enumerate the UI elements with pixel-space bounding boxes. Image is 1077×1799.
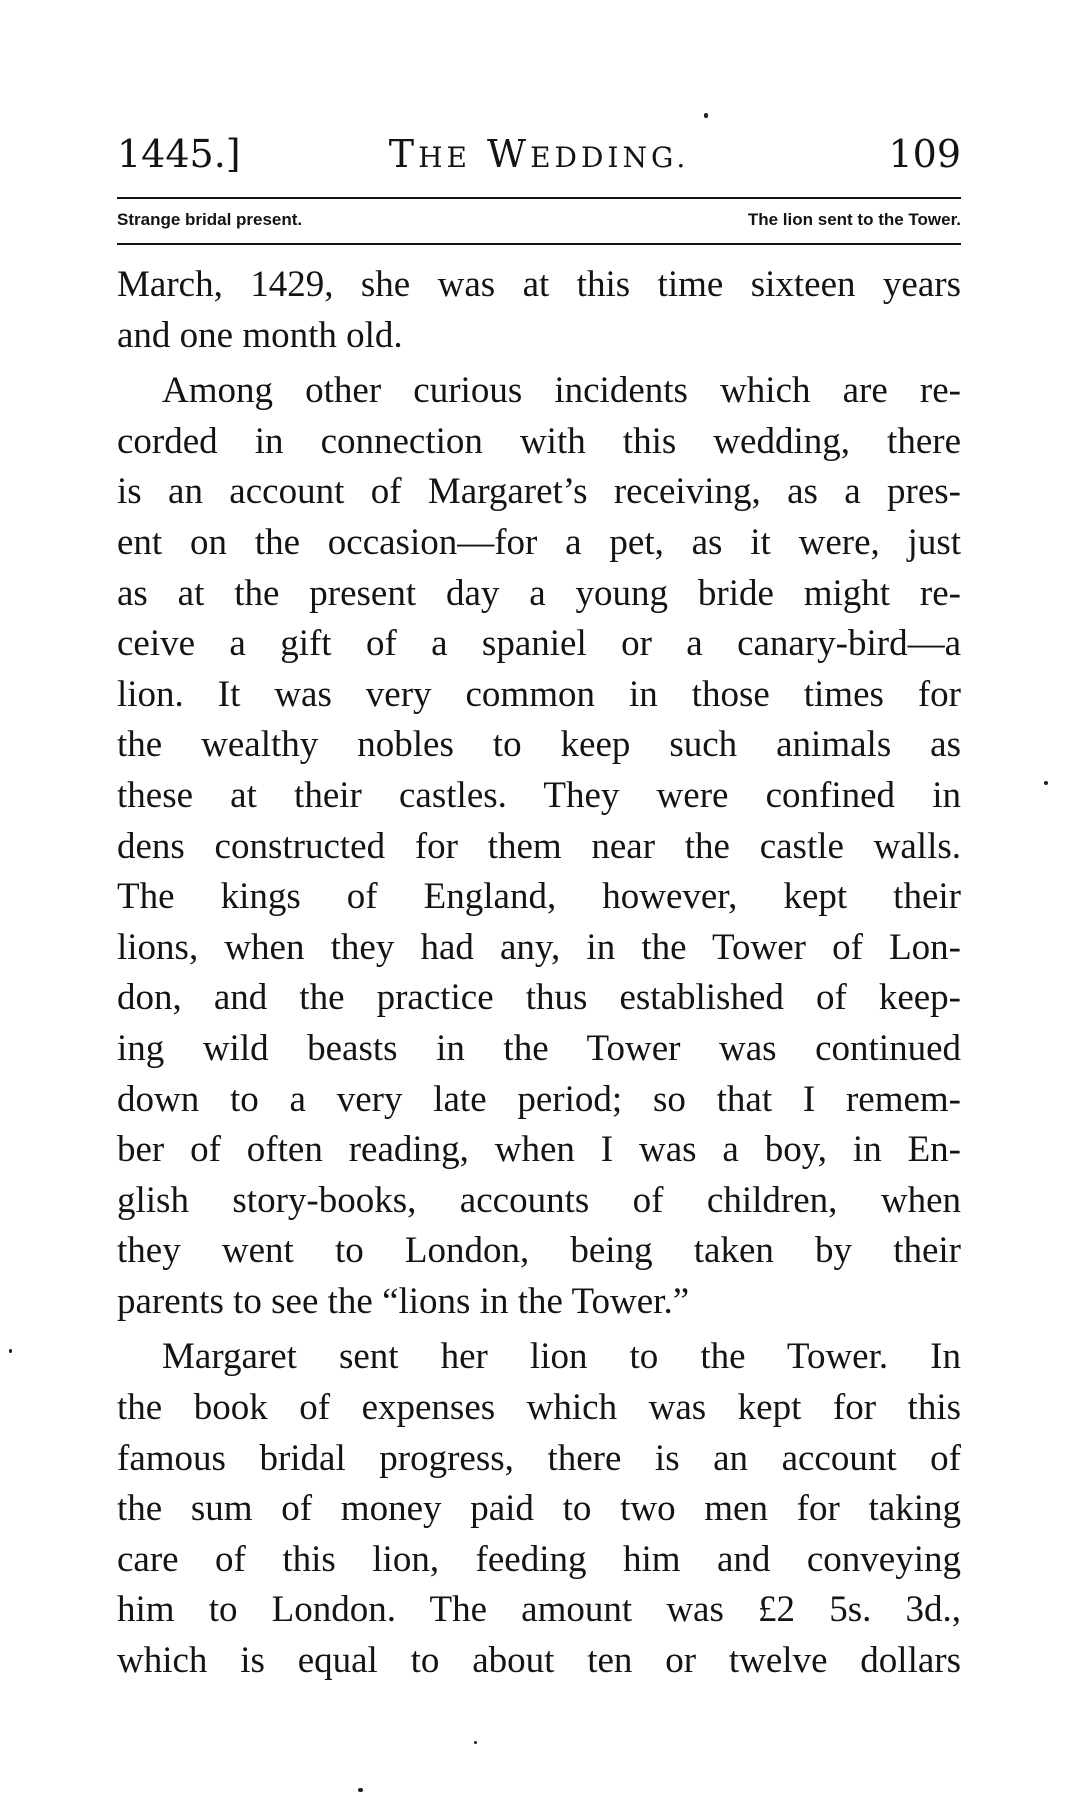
scan-speck — [474, 1741, 477, 1744]
running-header — [117, 124, 961, 184]
text-line: down to a very late period; so that I remem- — [117, 1078, 961, 1120]
text-line: the book of expenses which was kept for this — [117, 1387, 961, 1429]
text-line: lion. It was very common in those times for — [117, 673, 961, 715]
paragraph-1 — [117, 260, 961, 361]
text-line: don, and the practice thus established of keep- — [117, 977, 961, 1019]
text-line: dens constructed for them near the castle walls. — [117, 825, 961, 867]
paragraph-3 — [117, 1332, 961, 1686]
text-line: they went to London, being taken by their — [117, 1230, 961, 1272]
text-line: famous bridal progress, there is an account of — [117, 1437, 961, 1479]
scan-speck — [704, 113, 708, 118]
page-number: 109 — [888, 132, 961, 176]
text-line: care of this lion, feeding him and conveying — [117, 1538, 961, 1580]
paragraph-2 — [117, 366, 961, 1327]
header-rule-bottom — [117, 243, 961, 245]
text-line: the wealthy nobles to keep such animals as — [117, 724, 961, 766]
scan-speck — [1044, 781, 1048, 785]
text-line: March, 1429, she was at this time sixteen years — [117, 264, 961, 305]
title-initial-2: W — [487, 132, 531, 176]
sidenote-bar — [117, 204, 961, 236]
text-line: parents to see the “lions in the Tower.” — [117, 1280, 690, 1322]
text-line: the sum of money paid to two men for taking — [117, 1488, 961, 1530]
text-line: these at their castles. They were confined in — [117, 774, 961, 816]
text-line: The kings of England, however, kept their — [117, 876, 961, 918]
text-line: which is equal to about ten or twelve dollars — [117, 1640, 961, 1682]
title-rest-1: HE — [418, 141, 471, 174]
header-year: 1445.] — [117, 132, 241, 176]
text-line: ber of often reading, when I was a boy, in En- — [117, 1129, 961, 1171]
sidenote-left: Strange bridal present. — [117, 210, 303, 229]
text-line: ent on the occasion—for a pet, as it were, just — [117, 521, 961, 563]
sidenote-right: The lion sent to the Tower. — [747, 210, 961, 229]
text-line: ing wild beasts in the Tower was continued — [117, 1027, 961, 1069]
text-line: Among other curious incidents which are re- — [162, 370, 961, 412]
title-initial-1: T — [388, 132, 419, 176]
text-line: ceive a gift of a spaniel or a canary-bird—a — [117, 623, 961, 665]
text-line: and one month old. — [117, 314, 403, 356]
text-line: glish story-books, accounts of children, when — [117, 1179, 961, 1221]
text-line: is an account of Margaret’s receiving, as a pres- — [117, 471, 961, 513]
header-rule-top — [117, 197, 961, 199]
title-rest-2: EDDING. — [530, 141, 690, 174]
scan-speck — [358, 1788, 363, 1792]
text-line: Margaret sent her lion to the Tower. In — [162, 1336, 961, 1378]
text-line: as at the present day a young bride might re- — [117, 572, 961, 614]
text-line: corded in connection with this wedding, there — [117, 420, 961, 462]
body-text — [117, 260, 961, 1687]
header-title — [117, 124, 961, 188]
text-line: him to London. The amount was £2 5s. 3d., — [117, 1589, 961, 1631]
text-line: lions, when they had any, in the Tower of Lon- — [117, 926, 961, 968]
scan-speck — [9, 1349, 12, 1353]
